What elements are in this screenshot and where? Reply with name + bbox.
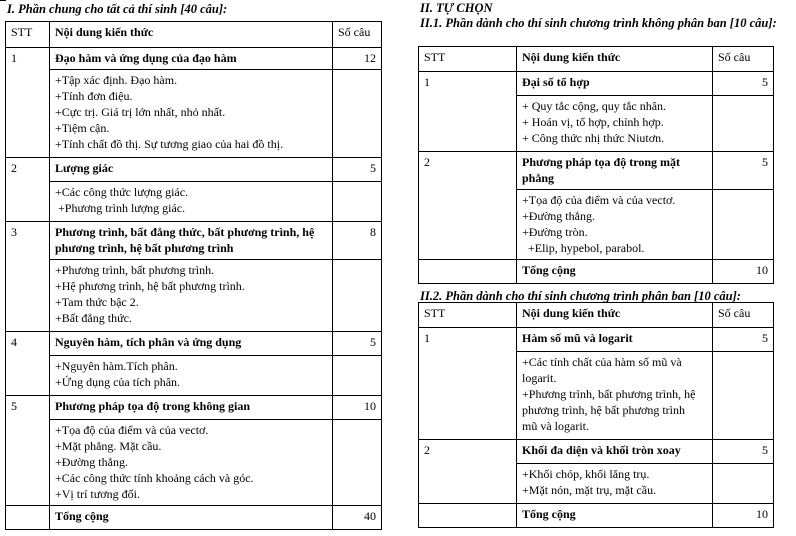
detail-line: +Phương trình, bất phương trình, hệ (522, 387, 696, 401)
row-count: 8 (333, 222, 382, 260)
total-value: 40 (333, 506, 382, 530)
detail-line: +Hệ phương trình, hệ bất phương trình. (55, 279, 245, 293)
row-topic: Lượng giác (50, 158, 333, 182)
table-row (6, 332, 382, 356)
detail-line: + Công thức nhị thức Niutơn. (522, 131, 665, 145)
header-count: Số câu (713, 303, 774, 328)
detail-line: +Tọa độ của điểm và của vectơ. (55, 423, 209, 437)
row-count: 5 (713, 152, 774, 190)
row-topic: Hàm số mũ và logarit (517, 328, 713, 352)
detail-line: +Tập xác định. Đạo hàm. (55, 73, 178, 87)
detail-line: +Tính đơn điệu. (55, 89, 133, 103)
detail-line: +Các công thức tính khoảng cách và góc. (55, 471, 254, 485)
detail-line: +Mặt nón, mặt trụ, mặt cầu. (522, 483, 657, 497)
detail-line: +Vị trí tương đối. (55, 487, 140, 501)
table-row (6, 158, 382, 182)
table-row (6, 396, 382, 420)
row-stt: 4 (6, 332, 50, 396)
detail-line: +Tọa độ của điểm và của vectơ. (522, 193, 676, 207)
row-topic: Phương pháp tọa độ trong không gian (50, 396, 333, 420)
row-topic: Khối đa diện và khối tròn xoay (517, 440, 713, 464)
row-topic: Đại số tổ hợp (517, 72, 713, 96)
row-details (517, 96, 713, 152)
right-table-1 (418, 46, 774, 284)
row-details (50, 420, 333, 506)
header-stt: STT (6, 22, 50, 48)
detail-line: +Cực trị. Giá trị lớn nhất, nhỏ nhất. (55, 105, 226, 119)
right-table-2 (418, 302, 774, 528)
detail-line: +Bất đẳng thức. (55, 311, 132, 325)
detail-line: +Phương trình, bất phương trình. (55, 263, 215, 277)
row-topic: Phương pháp tọa độ trong mặt phẳng (517, 152, 713, 190)
row-count: 5 (713, 72, 774, 96)
row-details (517, 464, 713, 504)
detail-line: +Đường tròn. (522, 225, 588, 239)
total-value: 10 (713, 260, 774, 284)
header-count: Số câu (713, 47, 774, 72)
detail-line: + Hoán vị, tổ hợp, chỉnh hợp. (522, 115, 664, 129)
table-row (6, 48, 382, 70)
row-count: 10 (333, 396, 382, 420)
table-row (419, 440, 774, 464)
detail-line: mũ và logarit. (522, 419, 589, 433)
header-count: Số câu (333, 22, 382, 48)
left-table (5, 21, 382, 530)
row-stt: 1 (419, 72, 517, 152)
row-count: 5 (713, 328, 774, 352)
row-count: 12 (333, 48, 382, 70)
row-count: 5 (713, 440, 774, 464)
row-details (50, 70, 333, 158)
detail-line: +Các tính chất của hàm số mũ và (522, 355, 682, 369)
detail-line: +Đường thẳng. (55, 455, 128, 469)
row-count: 5 (333, 332, 382, 356)
detail-line: +Phương trình lượng giác. (55, 201, 186, 215)
row-stt: 1 (6, 48, 50, 158)
table-row (419, 328, 774, 352)
total-value: 10 (713, 504, 774, 528)
row-topic: Đạo hàm và ứng dụng của đạo hàm (50, 48, 333, 70)
detail-line: logarit. (522, 371, 557, 385)
row-details (50, 182, 333, 222)
detail-line: +Đường thẳng. (522, 209, 595, 223)
row-stt: 2 (419, 152, 517, 260)
row-stt: 1 (419, 328, 517, 440)
row-details (50, 356, 333, 396)
row-details (517, 352, 713, 440)
detail-line: +Tam thức bậc 2. (55, 295, 139, 309)
header-stt: STT (419, 303, 517, 328)
table-row (419, 72, 774, 96)
detail-line: +Ứng dụng của tích phân. (55, 375, 181, 389)
header-stt: STT (419, 47, 517, 72)
subsection-2-title: II.2. Phần dành cho thí sinh chương trình phân ban [10 câu]: (420, 289, 741, 303)
total-row (6, 506, 382, 530)
detail-line: +Mặt phẳng. Mặt cầu. (55, 439, 162, 453)
total-label: Tổng cộng (517, 260, 713, 284)
table-row (6, 222, 382, 260)
header-content: Nội dung kiến thức (517, 47, 713, 72)
total-row (419, 260, 774, 284)
detail-line: phương trình, hệ bất phương trình (522, 403, 686, 417)
row-stt: 2 (6, 158, 50, 222)
row-stt: 2 (419, 440, 517, 504)
corner-mark (0, 0, 6, 1)
section-1-title: I. Phần chung cho tất cả thí sinh [40 câu]: (7, 2, 228, 16)
total-row (419, 504, 774, 528)
subsection-1-title: II.1. Phần dành cho thí sinh chương trình không phân ban [10 câu]: (420, 16, 777, 30)
detail-line: +Khối chóp, khối lăng trụ. (522, 467, 650, 481)
detail-line: +Các công thức lượng giác. (55, 185, 189, 199)
row-topic: Nguyên hàm, tích phân và ứng dụng (50, 332, 333, 356)
total-label: Tổng cộng (50, 506, 333, 530)
detail-line: +Nguyên hàm.Tích phân. (55, 359, 178, 373)
section-2-title: II. TỰ CHỌN (420, 1, 493, 15)
detail-line: +Tiệm cận. (55, 121, 110, 135)
header-content: Nội dung kiến thức (50, 22, 333, 48)
total-label: Tổng cộng (517, 504, 713, 528)
detail-line: +Tính chất đồ thị. Sự tương giao của hai đồ thị. (55, 137, 284, 151)
row-stt: 3 (6, 222, 50, 332)
row-details (50, 260, 333, 332)
detail-line: +Elip, hypebol, parabol. (522, 241, 645, 255)
row-topic: Phương trình, bất đẳng thức, bất phương trình, hệ phương trình, hệ bất phương trình (50, 222, 333, 260)
table-row (419, 152, 774, 190)
header-content: Nội dung kiến thức (517, 303, 713, 328)
row-details (517, 190, 713, 260)
detail-line: + Quy tắc cộng, quy tắc nhân. (522, 99, 667, 113)
row-stt: 5 (6, 396, 50, 506)
row-count: 5 (333, 158, 382, 182)
